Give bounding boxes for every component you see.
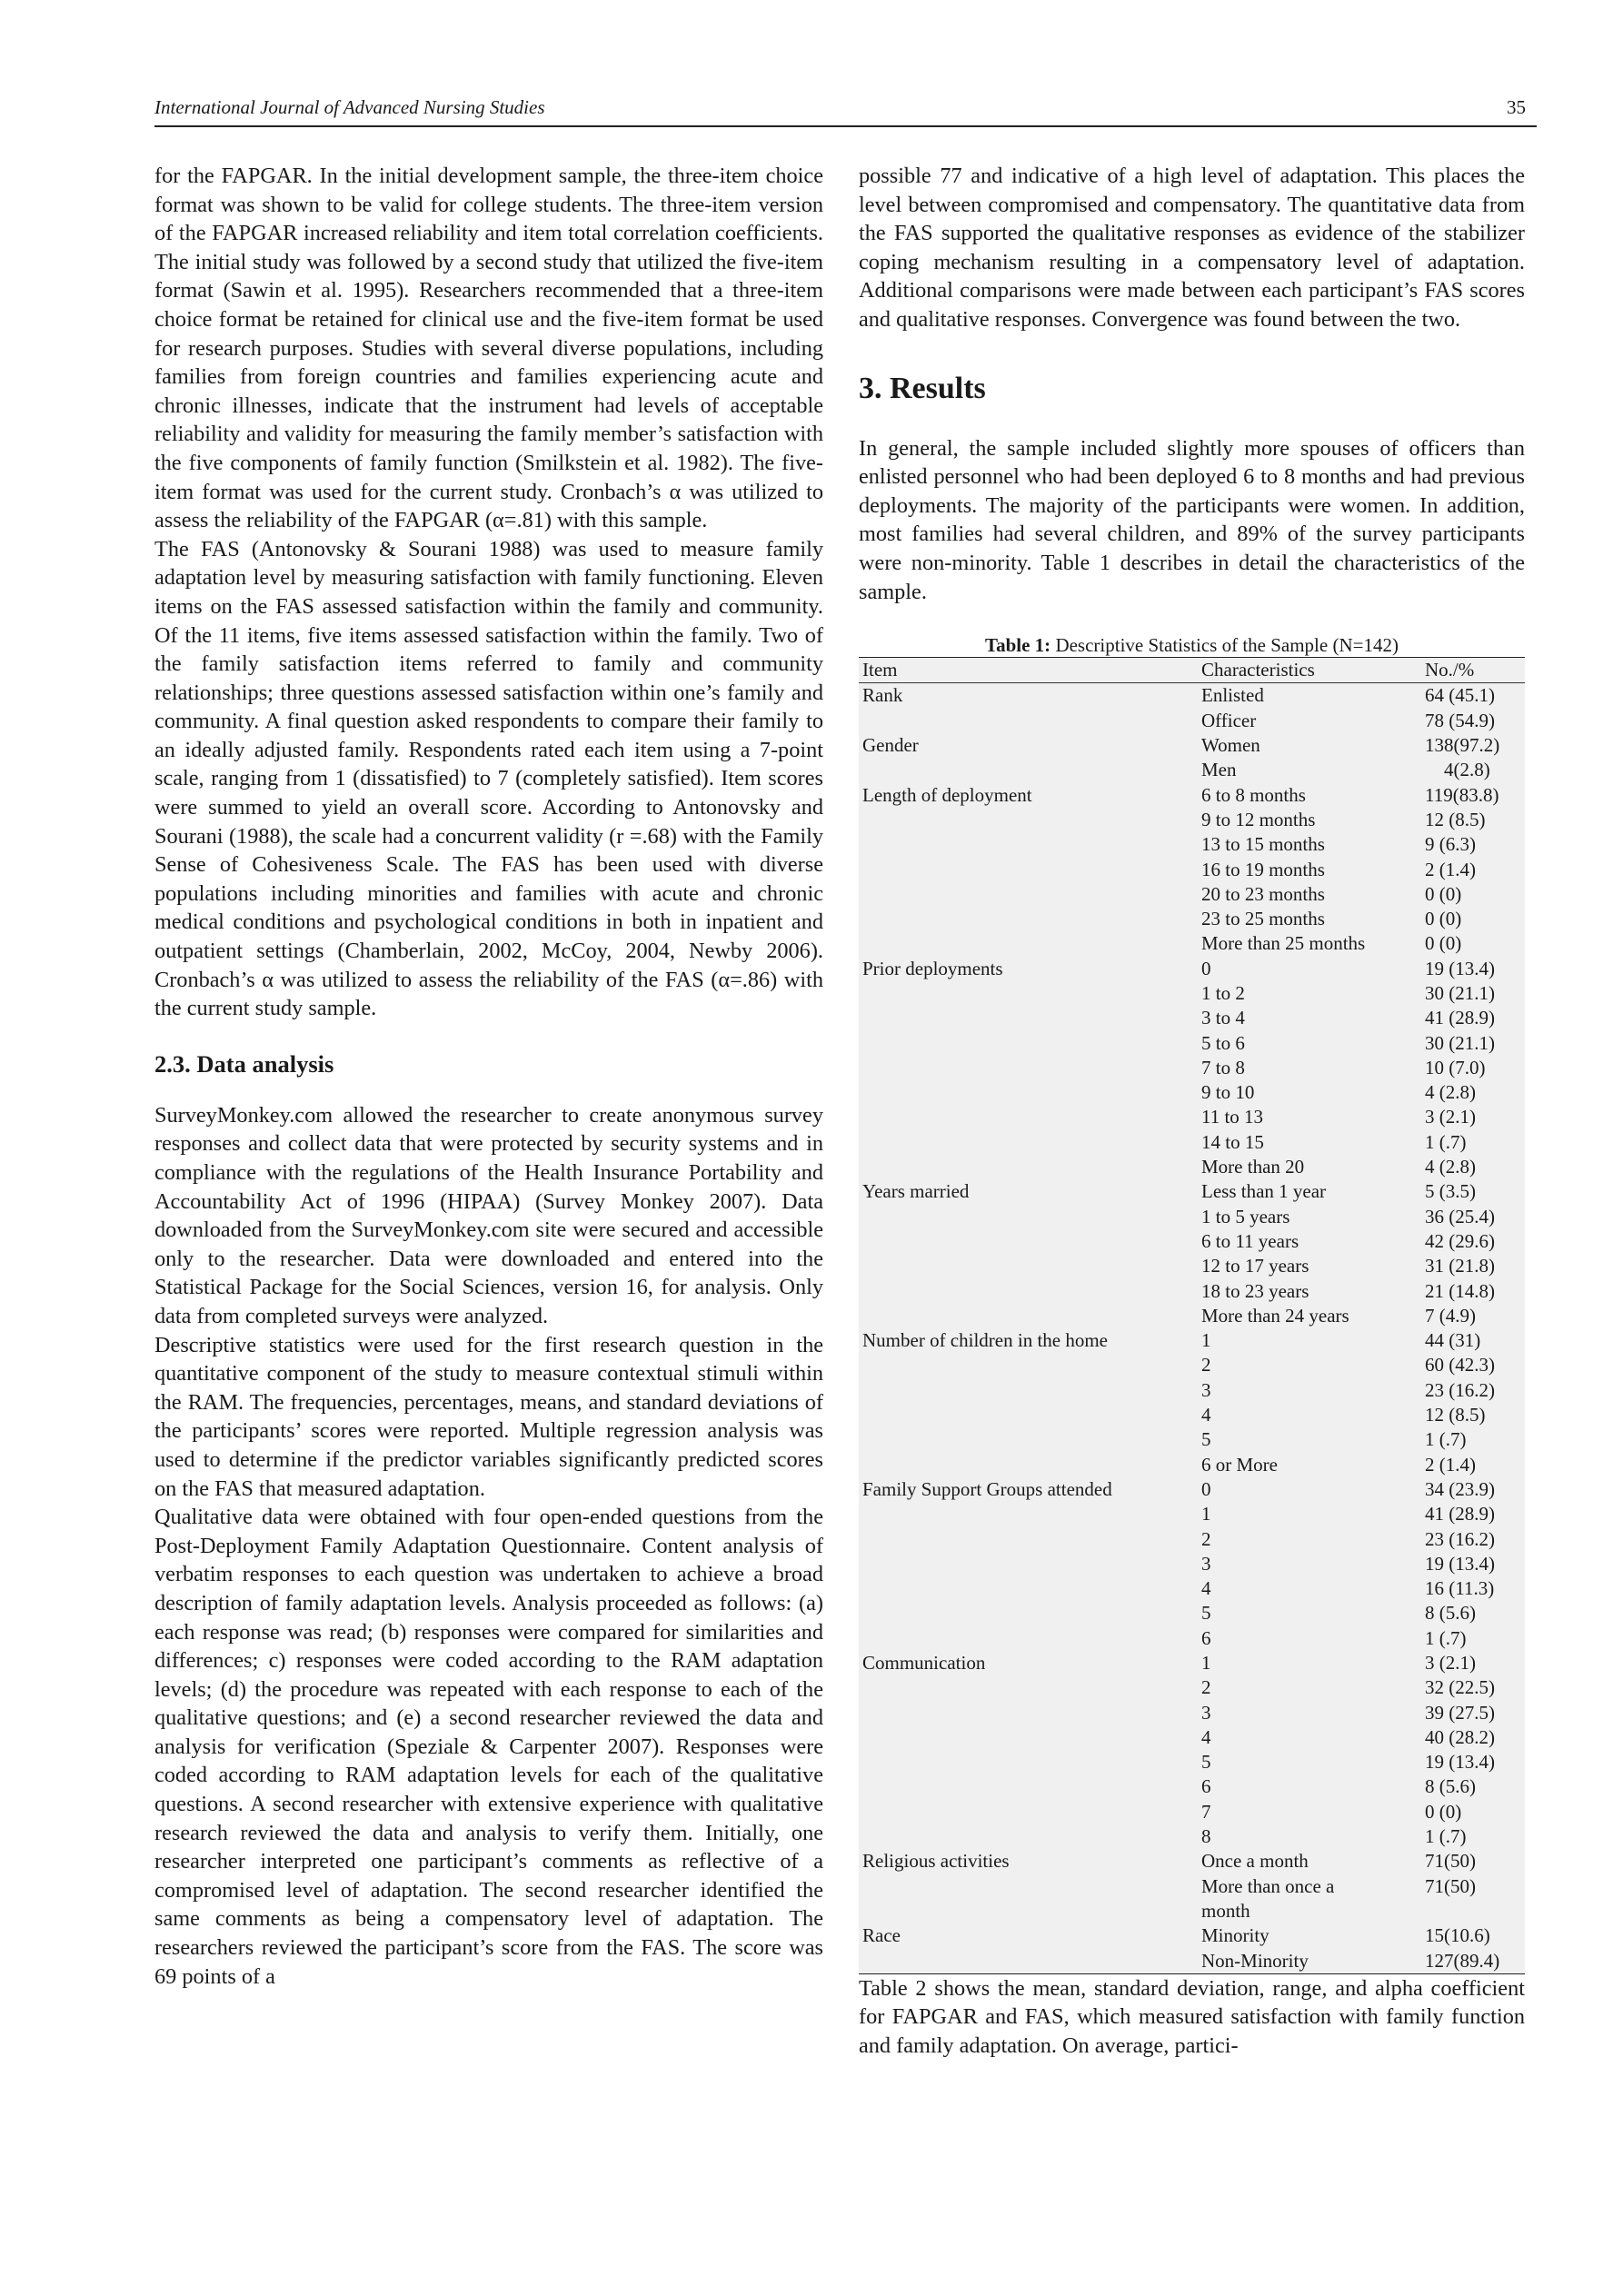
left-column [154, 162, 823, 1991]
table-row [859, 832, 1525, 857]
cell-count: 5 (3.5) [1425, 1180, 1476, 1203]
cell-characteristic: 23 to 25 months [1201, 908, 1325, 930]
column-header: Characteristics [1198, 658, 1421, 683]
cell-count: 1 (.7) [1425, 1626, 1467, 1649]
cell-characteristic: 1 to 5 years [1201, 1205, 1290, 1228]
table-row [859, 1576, 1525, 1601]
cell-item [859, 1774, 1198, 1799]
cell-item [859, 1502, 1198, 1526]
cell-characteristic: Officer [1201, 709, 1257, 731]
table-row [859, 1824, 1525, 1849]
table-body [859, 683, 1525, 1973]
paragraph: Qualitative data were obtained with four open-ended questions from the Post-Deployment Family Adaptation Questionnaire. Content analysis of verbatim responses to each question was undertaken to achieve a broad description of family adaptation levels. Analysis proceeded as follows: (a) each response was read; (b) responses were compared for similarities and differences; c) responses were coded according to the RAM adaptation levels; (d) the procedure was repeated with each response to each of the qualitative questions; and (e) a second researcher reviewed the data and analysis for verification (Speziale & Carpenter 2007). Responses were coded according to RAM adaptation levels for each of the qualitative questions. A second researcher with extensive experience with qualitative research reviewed the data and analysis to verify them. Initially, one researcher interpreted one participant’s comments as reflective of a compromised level of adaptation. The second researcher identified the same comments as being a compensatory level of adaptation. The researchers reviewed the participant’s score from the FAS. The score was 69 points of a [154, 1505, 823, 1989]
cell-item: Length of deployment [862, 783, 1032, 806]
table-row [859, 683, 1525, 709]
cell-count: 19 (13.4) [1425, 957, 1495, 979]
cell-count: 0 (0) [1425, 932, 1462, 955]
cell-characteristic: 6 [1201, 1626, 1211, 1649]
characteristics-table [859, 657, 1525, 1974]
cell-item [859, 1527, 1198, 1552]
cell-item: Race [862, 1924, 901, 1947]
table-row [859, 1155, 1525, 1179]
cell-item [859, 931, 1198, 956]
column-header: Item [859, 658, 1198, 683]
cell-count: 2 (1.4) [1425, 1453, 1476, 1476]
cell-count: 21 (14.8) [1425, 1279, 1495, 1302]
cell-characteristic: 0 [1201, 957, 1211, 979]
table-caption-text: Descriptive Statistics of the Sample (N=142) [1050, 634, 1399, 657]
cell-characteristic: 7 to 8 [1201, 1056, 1245, 1078]
cell-item: Religious activities [862, 1850, 1010, 1873]
cell-count: 7 (4.9) [1425, 1304, 1476, 1327]
cell-characteristic: 9 to 10 [1201, 1081, 1255, 1104]
table-row [859, 1800, 1525, 1824]
cell-item: Gender [862, 734, 919, 757]
cell-count: 10 (7.0) [1425, 1056, 1486, 1078]
cell-item [859, 1378, 1198, 1403]
table-row [859, 1502, 1525, 1526]
cell-item [859, 1626, 1198, 1651]
cell-characteristic: 0 [1201, 1477, 1211, 1500]
cell-count: 36 (25.4) [1425, 1205, 1495, 1228]
table-row [859, 931, 1525, 956]
table-row [859, 758, 1525, 782]
cell-count: 41 (28.9) [1425, 1007, 1495, 1029]
paragraph: Descriptive statistics were used for the first research question in the quantitative component of the study to measure contextual stimuli within the RAM. The frequencies, percentages, means, and standard deviations of the participants’ scores were reported. Multiple regression analysis was used to determine if the predictor variables significantly predicted scores on the FAS that measured adaptation. [154, 1332, 823, 1501]
cell-characteristic: 6 [1201, 1775, 1211, 1798]
cell-count: 30 (21.1) [1425, 981, 1495, 1004]
table-row [859, 1304, 1525, 1328]
cell-characteristic: 1 [1201, 1652, 1211, 1674]
cell-count: 12 (8.5) [1425, 808, 1486, 830]
cell-count: 78 (54.9) [1425, 709, 1495, 731]
table-caption [859, 633, 1525, 657]
table-row [859, 1403, 1525, 1427]
cell-count: 41 (28.9) [1425, 1503, 1495, 1526]
table-row [859, 1279, 1525, 1304]
table-row [859, 1601, 1525, 1625]
cell-characteristic: 18 to 23 years [1201, 1279, 1309, 1302]
cell-characteristic: Non-Minority [1201, 1949, 1309, 1972]
cell-item [859, 1304, 1198, 1328]
cell-count: 127(89.4) [1425, 1949, 1500, 1972]
cell-characteristic: Men [1201, 759, 1237, 781]
cell-characteristic: 4 [1201, 1577, 1211, 1600]
table-row [859, 1626, 1525, 1651]
cell-count: 19 (13.4) [1425, 1552, 1495, 1575]
cell-item [859, 1279, 1198, 1304]
cell-characteristic: 8 [1201, 1825, 1211, 1848]
cell-count: 4(2.8) [1425, 759, 1490, 781]
running-header [154, 94, 1537, 127]
table-row [859, 1701, 1525, 1725]
cell-count: 0 (0) [1425, 882, 1462, 905]
table-row [859, 1254, 1525, 1278]
cell-item: Years married [862, 1180, 970, 1203]
table-row [859, 1552, 1525, 1576]
page-number: 35 [1507, 96, 1526, 118]
cell-item [859, 758, 1198, 782]
cell-characteristic: More than once a [1201, 1874, 1335, 1897]
cell-count: 15(10.6) [1425, 1924, 1490, 1947]
cell-characteristic: 3 [1201, 1378, 1211, 1401]
table-row [859, 1774, 1525, 1799]
cell-count: 42 (29.6) [1425, 1229, 1495, 1252]
cell-count: 4 (2.8) [1425, 1156, 1476, 1178]
cell-characteristic: 3 [1201, 1552, 1211, 1575]
table-row [859, 709, 1525, 733]
cell-characteristic: 7 [1201, 1800, 1211, 1823]
cell-item [859, 1229, 1198, 1254]
cell-item [859, 1080, 1198, 1105]
cell-item [859, 1701, 1198, 1725]
cell-count: 60 (42.3) [1425, 1354, 1495, 1377]
cell-count: 138(97.2) [1425, 734, 1500, 757]
cell-characteristic: 9 to 12 months [1201, 808, 1316, 830]
cell-item [859, 1205, 1198, 1229]
cell-characteristic: Less than 1 year [1201, 1180, 1327, 1203]
cell-characteristic: 14 to 15 [1201, 1130, 1264, 1153]
cell-item [859, 1056, 1198, 1080]
table-row [859, 858, 1525, 882]
cell-item [859, 1675, 1198, 1700]
cell-characteristic: 1 to 2 [1201, 981, 1245, 1004]
table-row [859, 733, 1525, 758]
cell-item [859, 1353, 1198, 1377]
cell-count: 64 (45.1) [1425, 684, 1495, 707]
table-row [859, 1056, 1525, 1080]
cell-count: 30 (21.1) [1425, 1031, 1495, 1054]
cell-item [859, 1403, 1198, 1427]
cell-item [859, 808, 1198, 832]
section-heading: 2.3. Data analysis [154, 1049, 334, 1078]
cell-item [859, 1874, 1198, 1899]
cell-count: 12 (8.5) [1425, 1404, 1486, 1426]
cell-item [859, 1552, 1198, 1576]
cell-count: 3 (2.1) [1425, 1106, 1476, 1128]
cell-item [859, 1130, 1198, 1155]
table-row [859, 1675, 1525, 1700]
cell-item [859, 1800, 1198, 1824]
cell-characteristic: Once a month [1201, 1850, 1309, 1873]
table-row [859, 1477, 1525, 1502]
cell-characteristic: More than 20 [1201, 1156, 1305, 1178]
cell-count: 3 (2.1) [1425, 1652, 1476, 1674]
table-header-row [859, 658, 1525, 683]
cell-count: 71(50) [1425, 1850, 1476, 1873]
table-row [859, 1453, 1525, 1477]
table-row [859, 783, 1525, 808]
table-1 [859, 633, 1525, 1974]
cell-item [859, 1725, 1198, 1750]
table-row [859, 808, 1525, 832]
cell-characteristic: 2 [1201, 1527, 1211, 1550]
cell-characteristic: More than 24 years [1201, 1304, 1349, 1327]
cell-count: 9 (6.3) [1425, 833, 1476, 856]
table-row [859, 1725, 1525, 1750]
table-row [859, 1651, 1525, 1675]
table-row [859, 1006, 1525, 1030]
cell-characteristic: 6 to 8 months [1201, 783, 1306, 806]
table-row [859, 1031, 1525, 1056]
cell-item [859, 1427, 1198, 1452]
cell-characteristic: 3 [1201, 1701, 1211, 1724]
cell-item [859, 907, 1198, 931]
cell-count: 71(50) [1425, 1874, 1476, 1897]
table-row [859, 1130, 1525, 1155]
table-row [859, 1378, 1525, 1403]
column-header: No./% [1421, 658, 1525, 683]
table-row [859, 1899, 1525, 1923]
cell-count [1421, 1899, 1525, 1923]
cell-item [859, 832, 1198, 857]
cell-item [859, 1155, 1198, 1179]
cell-item [859, 1006, 1198, 1030]
cell-item: Communication [862, 1652, 986, 1674]
cell-characteristic: 4 [1201, 1404, 1211, 1426]
cell-item: Rank [862, 684, 903, 707]
cell-item [859, 1576, 1198, 1601]
cell-characteristic: Women [1201, 734, 1260, 757]
table-row [859, 1923, 1525, 1948]
paragraph: In general, the sample included slightly more spouses of officers than enlisted personnel who had been deployed 6 to 8 months and had previous deployments. The majority of the participants were women. In addition, most families had several children, and 89% of the survey participants were non-minority. Table 1 describes in detail the characteristics of the sample. [859, 435, 1525, 604]
table-row [859, 1353, 1525, 1377]
table-row [859, 1229, 1525, 1254]
cell-characteristic: 1 [1201, 1329, 1211, 1352]
cell-count: 1 (.7) [1425, 1825, 1467, 1848]
cell-item [859, 1453, 1198, 1477]
cell-count: 39 (27.5) [1425, 1701, 1495, 1724]
cell-count: 32 (22.5) [1425, 1676, 1495, 1699]
cell-count: 19 (13.4) [1425, 1751, 1495, 1774]
cell-count: 23 (16.2) [1425, 1527, 1495, 1550]
cell-item: Prior deployments [862, 957, 1003, 979]
cell-characteristic: 2 [1201, 1676, 1211, 1699]
cell-item [859, 1031, 1198, 1056]
cell-characteristic: 1 [1201, 1503, 1211, 1526]
cell-item [859, 1601, 1198, 1625]
cell-characteristic: 16 to 19 months [1201, 858, 1325, 880]
table-row [859, 1527, 1525, 1552]
cell-item [859, 1254, 1198, 1278]
cell-count: 34 (23.9) [1425, 1477, 1495, 1500]
cell-characteristic: Minority [1201, 1924, 1270, 1947]
cell-item [859, 1750, 1198, 1774]
cell-characteristic: More than 25 months [1201, 932, 1366, 955]
table-row [859, 1105, 1525, 1129]
cell-item [859, 1824, 1198, 1849]
table-row [859, 1874, 1525, 1899]
cell-item [859, 1105, 1198, 1129]
cell-count: 2 (1.4) [1425, 858, 1476, 880]
cell-characteristic: 5 to 6 [1201, 1031, 1245, 1054]
cell-characteristic: Enlisted [1201, 684, 1264, 707]
cell-characteristic: 11 to 13 [1201, 1106, 1264, 1128]
cell-item [859, 858, 1198, 882]
cell-count: 1 (.7) [1425, 1130, 1467, 1153]
table-row [859, 1328, 1525, 1353]
cell-count: 31 (21.8) [1425, 1255, 1495, 1277]
cell-characteristic: 3 to 4 [1201, 1007, 1245, 1029]
cell-item [859, 981, 1198, 1006]
table-row [859, 1205, 1525, 1229]
table-row [859, 1949, 1525, 1974]
cell-item [859, 882, 1198, 907]
section-heading: 3. Results [859, 371, 986, 405]
cell-characteristic: 20 to 23 months [1201, 882, 1325, 905]
cell-characteristic: 4 [1201, 1725, 1211, 1748]
cell-count: 8 (5.6) [1425, 1775, 1476, 1798]
cell-characteristic: 2 [1201, 1354, 1211, 1377]
right-column [859, 162, 1525, 2061]
cell-count: 44 (31) [1425, 1329, 1481, 1352]
table-row [859, 957, 1525, 981]
cell-count: 23 (16.2) [1425, 1378, 1495, 1401]
table-row [859, 1179, 1525, 1204]
paragraph: SurveyMonkey.com allowed the researcher to create anonymous survey responses and collect data that were protected by security systems and in compliance with the regulations of the Health Insurance Portability and Accountability Act of 1996 (HIPAA) (Survey Monkey 2007). Data downloaded from the SurveyMonkey.com site were secured and accessible only to the researcher. Data were downloaded and entered into the Statistical Package for the Social Sciences, version 16, for analysis. Only data from completed surveys were analyzed. [154, 1102, 823, 1328]
cell-count: 0 (0) [1425, 908, 1462, 930]
paragraph: The FAS (Antonovsky & Sourani 1988) was used to measure family adaptation level by measuring satisfaction with family functioning. Eleven items on the FAS assessed satisfaction within the family and community. Of the 11 items, five items assessed satisfaction within the family. Two of the family satisfaction items referred to family and community relationships; three questions assessed satisfaction within one’s family and community. A final question asked respondents to compare their family to an ideally adjusted family. Respondents rated each item using a 7-point scale, ranging from 1 (dissatisfied) to 7 (completely satisfied). Item scores were summed to yield an overall score. According to Antonovsky and Sourani (1988), the scale had a concurrent validity (r =.68) with the Family Sense of Cohesiveness Scale. The FAS has been used with diverse populations including minorities and families with acute and chronic medical conditions and psychological conditions in both in inpatient and outpatient settings (Chamberlain, 2002, McCoy, 2004, Newby 2006). Cronbach’s α was utilized to assess the reliability of the FAS (α=.86) with the current study sample. [154, 536, 823, 1021]
cell-characteristic: 12 to 17 years [1201, 1255, 1309, 1277]
table-caption-label: Table 1: [985, 634, 1051, 657]
cell-characteristic: 6 to 11 years [1201, 1229, 1299, 1252]
cell-count: 40 (28.2) [1425, 1725, 1495, 1748]
cell-characteristic: 5 [1201, 1751, 1211, 1774]
cell-characteristic: 6 or More [1201, 1453, 1278, 1476]
table-row [859, 1750, 1525, 1774]
cell-item [859, 709, 1198, 733]
cell-characteristic: month [1201, 1899, 1250, 1922]
table-row [859, 1427, 1525, 1452]
cell-item [859, 1949, 1198, 1974]
cell-characteristic: 5 [1201, 1602, 1211, 1625]
journal-title: International Journal of Advanced Nursing Studies [154, 96, 545, 118]
cell-count: 8 (5.6) [1425, 1602, 1476, 1625]
cell-count: 1 (.7) [1425, 1428, 1467, 1451]
cell-count: 0 (0) [1425, 1800, 1462, 1823]
table-row [859, 1849, 1525, 1874]
cell-count: 16 (11.3) [1425, 1577, 1495, 1600]
cell-item: Family Support Groups attended [862, 1477, 1112, 1500]
cell-characteristic: 13 to 15 months [1201, 833, 1325, 856]
cell-characteristic: 5 [1201, 1428, 1211, 1451]
table-row [859, 882, 1525, 907]
cell-count: 119(83.8) [1425, 783, 1499, 806]
cell-count: 4 (2.8) [1425, 1081, 1476, 1104]
cell-item [859, 1899, 1198, 1923]
paragraph: Table 2 shows the mean, standard deviation, range, and alpha coefficient for FAPGAR and FAS, which measured satisfaction with family function and family adaptation. On average, partici- [859, 1975, 1525, 2059]
paragraph: possible 77 and indicative of a high level of adaptation. This places the level between compromised and compensatory. The quantitative data from the FAS supported the qualitative responses as evidence of the stabilizer coping mechanism resulting in a compensatory level of adaptation. Additional comparisons were made between each participant’s FAS scores and qualitative responses. Convergence was found between the two. [859, 164, 1525, 332]
table-row [859, 907, 1525, 931]
table-row [859, 1080, 1525, 1105]
table-row [859, 981, 1525, 1006]
paragraph: for the FAPGAR. In the initial development sample, the three-item choice format was shown to be valid for college students. The three-item version of the FAPGAR increased reliability and item total correlation coefficients. The initial study was followed by a second study that utilized the five-item format (Sawin et al. 1995). Researchers recommended that a three-item choice format be retained for clinical use and the five-item format be used for research purposes. Studies with several diverse populations, including families from foreign countries and families experiencing acute and chronic illnesses, indicate that the instrument had levels of acceptable reliability and validity for measuring the family member’s satisfaction with the five components of family function (Smilkstein et al. 1982). The five-item format was used for the current study. Cronbach’s α was utilized to assess the reliability of the FAPGAR (α=.81) with this sample. [154, 164, 823, 533]
cell-item: Number of children in the home [862, 1329, 1109, 1352]
